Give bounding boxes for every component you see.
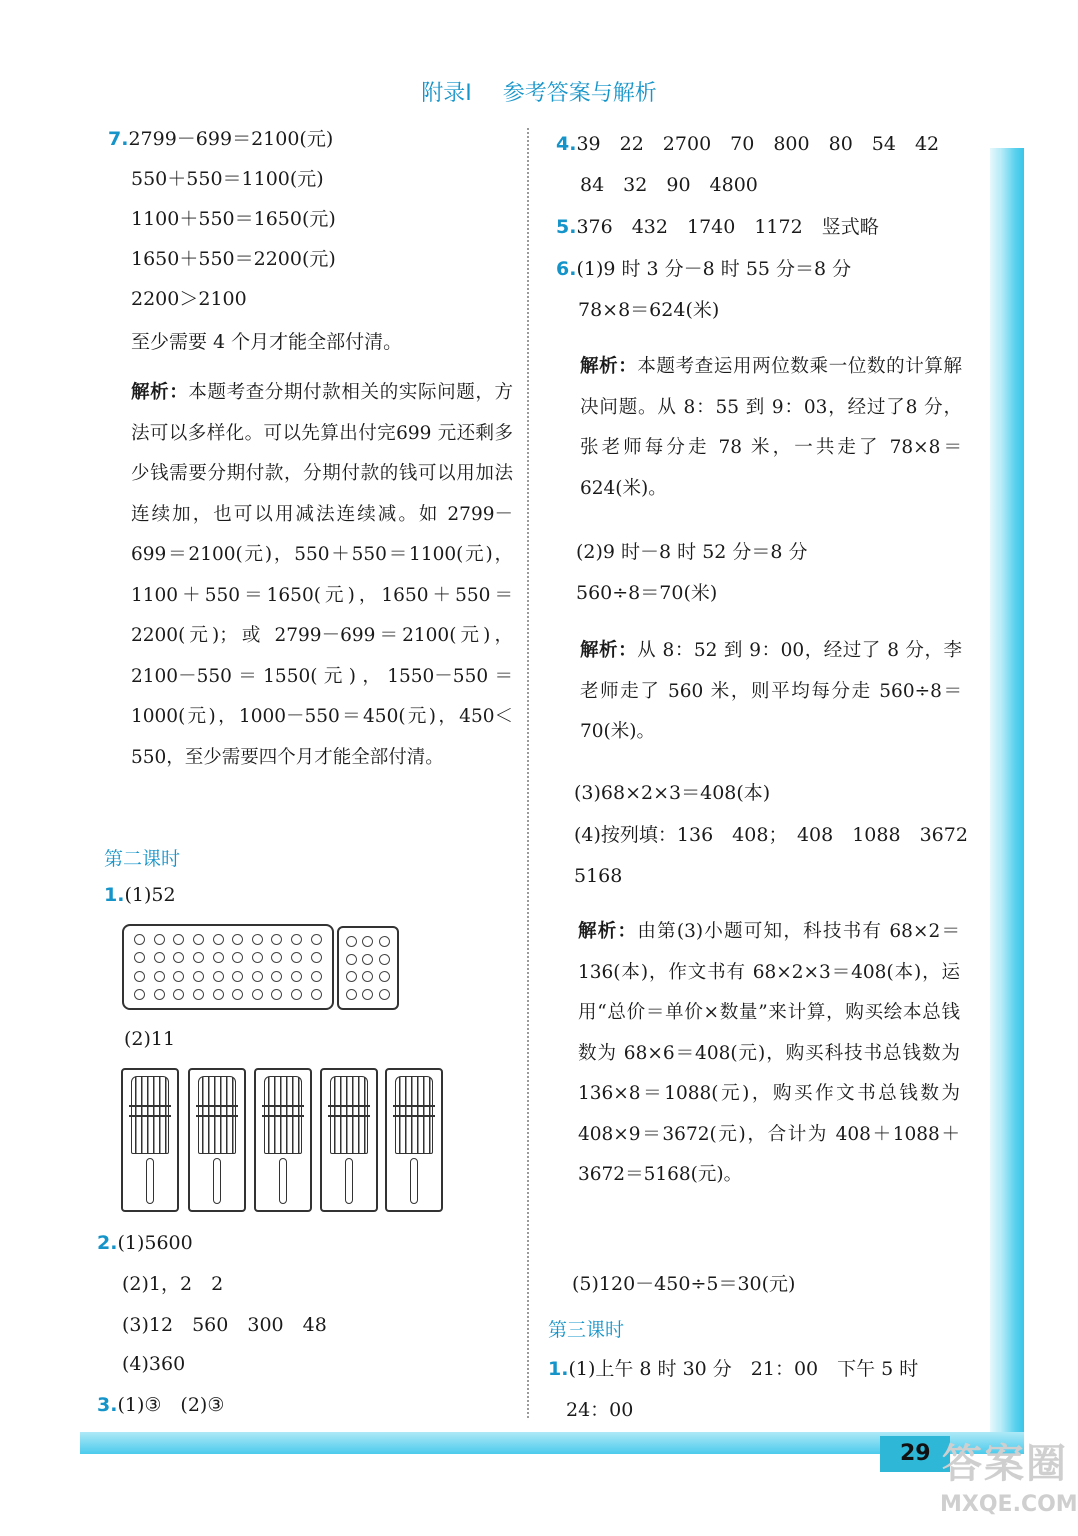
q7-line-1: 7.2799－699＝2100(元) <box>108 128 334 150</box>
q6-2-line-2: 560÷8＝70(米) <box>576 582 718 604</box>
q7-explanation: 解析：本题考查分期付款相关的实际问题，方法可以多样化。可以先算出付完699 元还剩多少钱需要分期付款，分期付款的钱可以用加法连续加，也可以用减法连续减。如 2799－699＝2100(元)，550＋550＝1100(元)，1100＋550＝1650(元)，1650＋550＝2200(元)；或 2799－699＝2100(元)，2100－550＝1550(元)，1550－550＝1000(元)，1000－550＝450(元)，450＜550，至少需要四个月才能全部付清。 <box>131 382 513 768</box>
section-title-lesson-2: 第二课时 <box>104 848 181 870</box>
q5-number: 5. <box>556 216 577 238</box>
page-number: 29 <box>880 1436 950 1472</box>
q4-line-2: 84 32 90 4800 <box>580 174 758 196</box>
q2-line-2: (2)1，2 2 <box>122 1273 224 1295</box>
single-stick-icon <box>213 1158 221 1204</box>
q6-1-explanation: 解析：本题考查运用两位数乘一位数的计算解决问题。从 8：55 到 9：03，经过了8 分，张老师每分走 78 米，一共走了 78×8＝624(米)。 <box>580 356 962 499</box>
dot-grid-12 <box>337 926 399 1010</box>
q6-4-explanation: 解析：由第(3)小题可知，科技书有 68×2＝136(本)，作文书有 68×2×3＝408(本)，运用“总价＝单价×数量”来计算，购买绘本总钱数为 68×6＝408(元)，购买科技书总钱数为 136×8＝1088(元)，购买作文书总钱数为 408×9＝3672(元)，合计为 408＋1088＋3672＝5168(元)。 <box>578 921 960 1185</box>
q6-1-line-2: 78×8＝624(米) <box>578 299 720 321</box>
q6-4-line-2: 5168 <box>574 865 623 887</box>
q1-part-2: (2)11 <box>124 1028 176 1050</box>
stick-bundle-icon <box>264 1076 302 1154</box>
stick-bundle-icon <box>131 1076 169 1154</box>
q7-line-4: 1650＋550＝2200(元) <box>131 248 336 270</box>
s3-q1-line-1: 1.(1)上午 8 时 30 分 21：00 下午 5 时 <box>548 1358 919 1380</box>
stick-bundle-icon <box>198 1076 236 1154</box>
q6-5-line: (5)120－450÷5＝30(元) <box>572 1273 796 1295</box>
q1-part-1: 1.(1)52 <box>104 884 176 906</box>
q6-1-line-1: 6.(1)9 时 3 分－8 时 55 分＝8 分 <box>556 258 852 280</box>
stick-bundle-card <box>188 1068 246 1212</box>
stick-bundle-card <box>254 1068 312 1212</box>
single-stick-icon <box>279 1158 287 1204</box>
q6-2-explanation: 解析：从 8：52 到 9：00，经过了 8 分，李老师走了 560 米，则平均每分走 560÷8＝70(米)。 <box>580 640 962 742</box>
q4-line-1: 4.39 22 2700 70 800 80 54 42 <box>556 133 940 155</box>
q2-number: 2. <box>97 1232 118 1254</box>
explanation-label: 解析： <box>578 921 638 942</box>
side-band-highlight <box>990 148 1000 1438</box>
q2-line-4: (4)360 <box>122 1353 186 1375</box>
q6-number: 6. <box>556 258 577 280</box>
watermark-logo <box>940 1438 1078 1528</box>
watermark-text: 答案圈 <box>942 1441 1068 1487</box>
stick-bundle-card <box>385 1068 443 1212</box>
column-divider <box>527 128 529 1418</box>
q7-number: 7. <box>108 128 129 150</box>
explanation-label: 解析： <box>580 356 638 377</box>
q7-conclusion: 至少需要 4 个月才能全部付清。 <box>131 331 403 353</box>
single-stick-icon <box>410 1158 418 1204</box>
q7-line-5: 2200＞2100 <box>131 288 247 310</box>
header-title: 参考答案与解析 <box>502 81 657 106</box>
q1-number: 1. <box>104 884 125 906</box>
stick-bundle-card <box>121 1068 179 1212</box>
q6-2-line-1: (2)9 时－8 时 52 分＝8 分 <box>576 541 808 563</box>
dot-grid-40 <box>122 924 334 1010</box>
stick-bundle-icon <box>395 1076 433 1154</box>
appendix-label: 附录Ⅰ <box>421 81 472 106</box>
q3-number: 3. <box>97 1394 118 1416</box>
section-title-lesson-3: 第三课时 <box>548 1319 625 1341</box>
side-band <box>1000 148 1024 1448</box>
explanation-label: 解析： <box>580 640 638 661</box>
q6-3-line: (3)68×2×3＝408(本) <box>574 782 771 804</box>
s3-q1-number: 1. <box>548 1358 569 1380</box>
q6-4-line-1: (4)按列填：136 408； 408 1088 3672 <box>574 824 968 846</box>
q2-line-1: 2.(1)5600 <box>97 1232 193 1254</box>
q5-line: 5.376 432 1740 1172 竖式略 <box>556 216 879 238</box>
page-header <box>0 76 1078 107</box>
q4-number: 4. <box>556 133 577 155</box>
explanation-label: 解析： <box>131 382 189 403</box>
stick-bundle-icon <box>330 1076 368 1154</box>
single-stick-icon <box>345 1158 353 1204</box>
q7-line-3: 1100＋550＝1650(元) <box>131 208 336 230</box>
q7-line-2: 550＋550＝1100(元) <box>131 168 324 190</box>
stick-bundle-card <box>320 1068 378 1212</box>
watermark-url: MXQE.COM <box>940 1492 1078 1517</box>
s3-q1-line-2: 24：00 <box>566 1399 634 1421</box>
q3-line: 3.(1)③ (2)③ <box>97 1394 225 1416</box>
single-stick-icon <box>146 1158 154 1204</box>
q2-line-3: (3)12 560 300 48 <box>122 1314 327 1336</box>
